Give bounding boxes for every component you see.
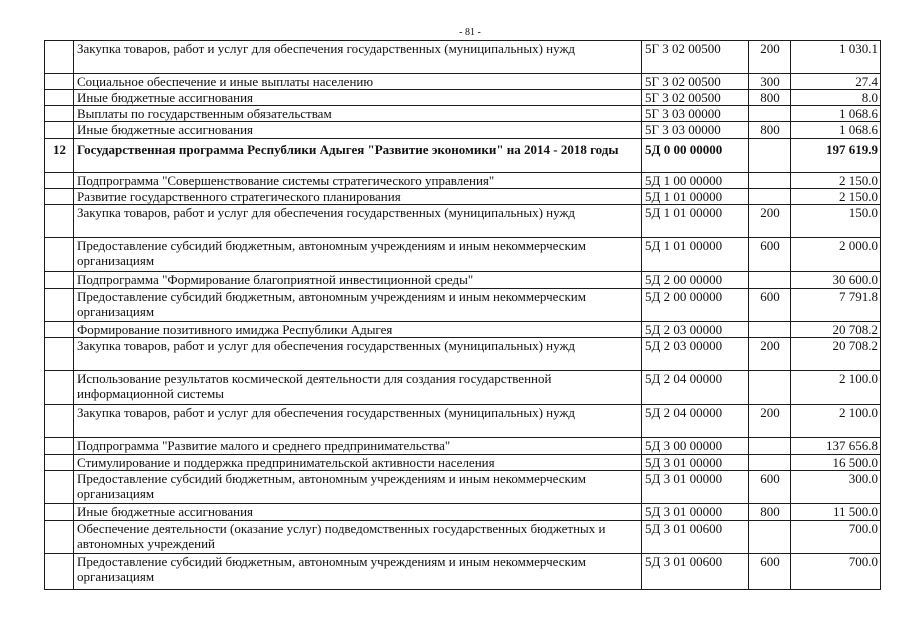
row-name-cell [74, 173, 642, 189]
table-row [45, 173, 881, 189]
row-name-cell [74, 90, 642, 106]
row-type-cell: 600 [749, 471, 791, 504]
row-amount-cell: 197 619.9 [791, 139, 881, 173]
table-row [45, 90, 881, 106]
budget-table-body [45, 41, 881, 590]
row-code-cell: 5Д 2 00 00000 [642, 289, 749, 322]
row-name-cell [74, 371, 642, 405]
row-amount-cell: 7 791.8 [791, 289, 881, 322]
row-number-cell: 12 [45, 139, 74, 173]
row-amount-cell: 16 500.0 [791, 455, 881, 471]
row-name-cell [74, 238, 642, 272]
row-type-cell [749, 173, 791, 189]
row-number-cell [45, 205, 74, 238]
row-number-cell [45, 521, 74, 554]
row-number-cell [45, 106, 74, 122]
row-name-cell [74, 289, 642, 322]
table-row [45, 338, 881, 371]
row-name-line: Предоставление субсидий бюджетным, автономным учреждениям и иным некоммерческим [77, 238, 586, 253]
row-amount-cell: 137 656.8 [791, 438, 881, 455]
row-name-line: информационной системы [77, 386, 224, 401]
row-type-cell [749, 139, 791, 173]
row-number-cell [45, 554, 74, 590]
row-code-cell: 5Д 2 00 00000 [642, 272, 749, 289]
row-name-line: организациям [77, 253, 155, 268]
row-type-cell [749, 521, 791, 554]
row-type-cell: 600 [749, 289, 791, 322]
row-amount-cell: 150.0 [791, 205, 881, 238]
row-type-cell: 600 [749, 554, 791, 590]
row-code-cell: 5Г 3 02 00500 [642, 90, 749, 106]
row-amount-cell: 1 068.6 [791, 106, 881, 122]
row-name-cell [74, 322, 642, 338]
row-name-line: Предоставление субсидий бюджетным, автономным учреждениям и иным некоммерческим [77, 471, 586, 486]
row-code-cell: 5Д 3 01 00000 [642, 504, 749, 521]
row-number-cell [45, 238, 74, 272]
row-name-cell [74, 74, 642, 90]
row-name-line: организациям [77, 304, 155, 319]
table-row [45, 521, 881, 554]
row-name-line: Закупка товаров, работ и услуг для обеспечения государственных (муниципальных) нужд [77, 205, 576, 220]
row-name-cell [74, 189, 642, 205]
table-row [45, 471, 881, 504]
row-name-line: Социальное обеспечение и иные выплаты населению [77, 74, 374, 89]
row-name-line: Предоставление субсидий бюджетным, автономным учреждениям и иным некоммерческим [77, 289, 586, 304]
table-row [45, 74, 881, 90]
row-name-cell [74, 438, 642, 455]
row-code-cell: 5Д 1 01 00000 [642, 238, 749, 272]
table-row [45, 122, 881, 139]
row-amount-cell: 2 150.0 [791, 189, 881, 205]
row-code-cell: 5Д 2 03 00000 [642, 338, 749, 371]
row-code-cell: 5Г 3 03 00000 [642, 122, 749, 139]
table-row [45, 455, 881, 471]
row-code-cell: 5Д 3 01 00600 [642, 521, 749, 554]
row-type-cell [749, 322, 791, 338]
row-code-cell: 5Г 3 03 00000 [642, 106, 749, 122]
row-type-cell: 800 [749, 122, 791, 139]
row-amount-cell: 20 708.2 [791, 338, 881, 371]
row-amount-cell: 8.0 [791, 90, 881, 106]
row-name-line: Иные бюджетные ассигнования [77, 504, 254, 519]
page-number: - 81 - [459, 27, 481, 38]
row-type-cell: 200 [749, 41, 791, 74]
table-row [45, 504, 881, 521]
row-name-cell [74, 338, 642, 371]
row-name-cell [74, 504, 642, 521]
budget-table [44, 40, 881, 590]
row-amount-cell: 1 068.6 [791, 122, 881, 139]
row-name-cell [74, 205, 642, 238]
row-name-cell [74, 405, 642, 438]
row-number-cell [45, 471, 74, 504]
row-amount-cell: 11 500.0 [791, 504, 881, 521]
row-code-cell: 5Д 3 01 00000 [642, 471, 749, 504]
row-amount-cell: 30 600.0 [791, 272, 881, 289]
row-amount-cell: 2 100.0 [791, 405, 881, 438]
row-code-cell: 5Д 3 00 00000 [642, 438, 749, 455]
table-row [45, 106, 881, 122]
row-number-cell [45, 74, 74, 90]
table-row [45, 371, 881, 405]
row-code-cell: 5Д 1 01 00000 [642, 205, 749, 238]
row-amount-cell: 2 000.0 [791, 238, 881, 272]
row-code-cell: 5Д 3 01 00000 [642, 455, 749, 471]
row-name-cell [74, 139, 642, 173]
table-row [45, 189, 881, 205]
row-amount-cell: 2 100.0 [791, 371, 881, 405]
row-name-line: организациям [77, 569, 155, 584]
row-type-cell: 300 [749, 74, 791, 90]
row-amount-cell: 20 708.2 [791, 322, 881, 338]
table-row [45, 238, 881, 272]
row-type-cell [749, 371, 791, 405]
row-amount-cell: 1 030.1 [791, 41, 881, 74]
row-name-line: Государственная программа Республики Адыгея "Развитие экономики" на 2014 - 2018 годы [77, 142, 619, 157]
table-row [45, 289, 881, 322]
table-row [45, 438, 881, 455]
table-row [45, 405, 881, 438]
row-amount-cell: 300.0 [791, 471, 881, 504]
row-amount-cell: 2 150.0 [791, 173, 881, 189]
row-name-line: Закупка товаров, работ и услуг для обеспечения государственных (муниципальных) нужд [77, 338, 576, 353]
table-row [45, 41, 881, 74]
row-name-line: Закупка товаров, работ и услуг для обеспечения государственных (муниципальных) нужд [77, 405, 576, 420]
row-name-line: Формирование позитивного имиджа Республики Адыгея [77, 322, 393, 337]
row-name-line: Подпрограмма "Совершенствование системы стратегического управления" [77, 173, 495, 188]
row-type-cell: 200 [749, 405, 791, 438]
row-name-line: Использование результатов космической деятельности для создания государственной [77, 371, 552, 386]
row-number-cell [45, 272, 74, 289]
table-row [45, 272, 881, 289]
row-code-cell: 5Д 2 04 00000 [642, 371, 749, 405]
row-type-cell: 200 [749, 338, 791, 371]
row-number-cell [45, 189, 74, 205]
row-name-cell [74, 106, 642, 122]
row-name-line: автономных учреждений [77, 536, 216, 551]
table-row [45, 554, 881, 590]
row-amount-cell: 27.4 [791, 74, 881, 90]
row-name-line: Подпрограмма "Развитие малого и среднего предпринимательства" [77, 438, 451, 453]
row-name-cell [74, 272, 642, 289]
row-type-cell: 800 [749, 90, 791, 106]
row-number-cell [45, 405, 74, 438]
row-type-cell: 600 [749, 238, 791, 272]
row-type-cell [749, 189, 791, 205]
table-row [45, 322, 881, 338]
row-name-line: Выплаты по государственным обязательствам [77, 106, 332, 121]
row-name-line: Предоставление субсидий бюджетным, автономным учреждениям и иным некоммерческим [77, 554, 586, 569]
row-type-cell [749, 438, 791, 455]
row-code-cell: 5Д 0 00 00000 [642, 139, 749, 173]
row-type-cell: 200 [749, 205, 791, 238]
row-name-line: Развитие государственного стратегического планирования [77, 189, 401, 204]
row-amount-cell: 700.0 [791, 554, 881, 590]
row-code-cell: 5Д 1 01 00000 [642, 189, 749, 205]
row-name-line: Иные бюджетные ассигнования [77, 122, 254, 137]
table-row [45, 205, 881, 238]
row-name-cell [74, 41, 642, 74]
row-code-cell: 5Д 3 01 00600 [642, 554, 749, 590]
row-number-cell [45, 90, 74, 106]
table-row [45, 139, 881, 173]
row-amount-cell: 700.0 [791, 521, 881, 554]
row-code-cell: 5Г 3 02 00500 [642, 74, 749, 90]
row-name-line: Иные бюджетные ассигнования [77, 90, 254, 105]
row-type-cell [749, 272, 791, 289]
row-number-cell [45, 322, 74, 338]
row-name-line: Стимулирование и поддержка предпринимательской активности населения [77, 455, 495, 470]
row-number-cell [45, 455, 74, 471]
row-code-cell: 5Д 1 00 00000 [642, 173, 749, 189]
row-name-line: Подпрограмма "Формирование благоприятной инвестиционной среды" [77, 272, 474, 287]
row-number-cell [45, 371, 74, 405]
row-number-cell [45, 338, 74, 371]
row-name-cell [74, 554, 642, 590]
row-code-cell: 5Д 2 04 00000 [642, 405, 749, 438]
row-name-cell [74, 521, 642, 554]
row-name-line: организациям [77, 486, 155, 501]
row-number-cell [45, 504, 74, 521]
row-type-cell: 800 [749, 504, 791, 521]
row-name-cell [74, 455, 642, 471]
row-code-cell: 5Г 3 02 00500 [642, 41, 749, 74]
row-number-cell [45, 173, 74, 189]
row-number-cell [45, 122, 74, 139]
row-number-cell [45, 438, 74, 455]
row-name-line: Обеспечение деятельности (оказание услуг) подведомственных государственных бюджетных и [77, 521, 606, 536]
row-code-cell: 5Д 2 03 00000 [642, 322, 749, 338]
row-type-cell [749, 455, 791, 471]
row-number-cell [45, 41, 74, 74]
row-name-cell [74, 471, 642, 504]
row-name-cell [74, 122, 642, 139]
row-number-cell [45, 289, 74, 322]
row-type-cell [749, 106, 791, 122]
row-name-line: Закупка товаров, работ и услуг для обеспечения государственных (муниципальных) нужд [77, 41, 576, 56]
